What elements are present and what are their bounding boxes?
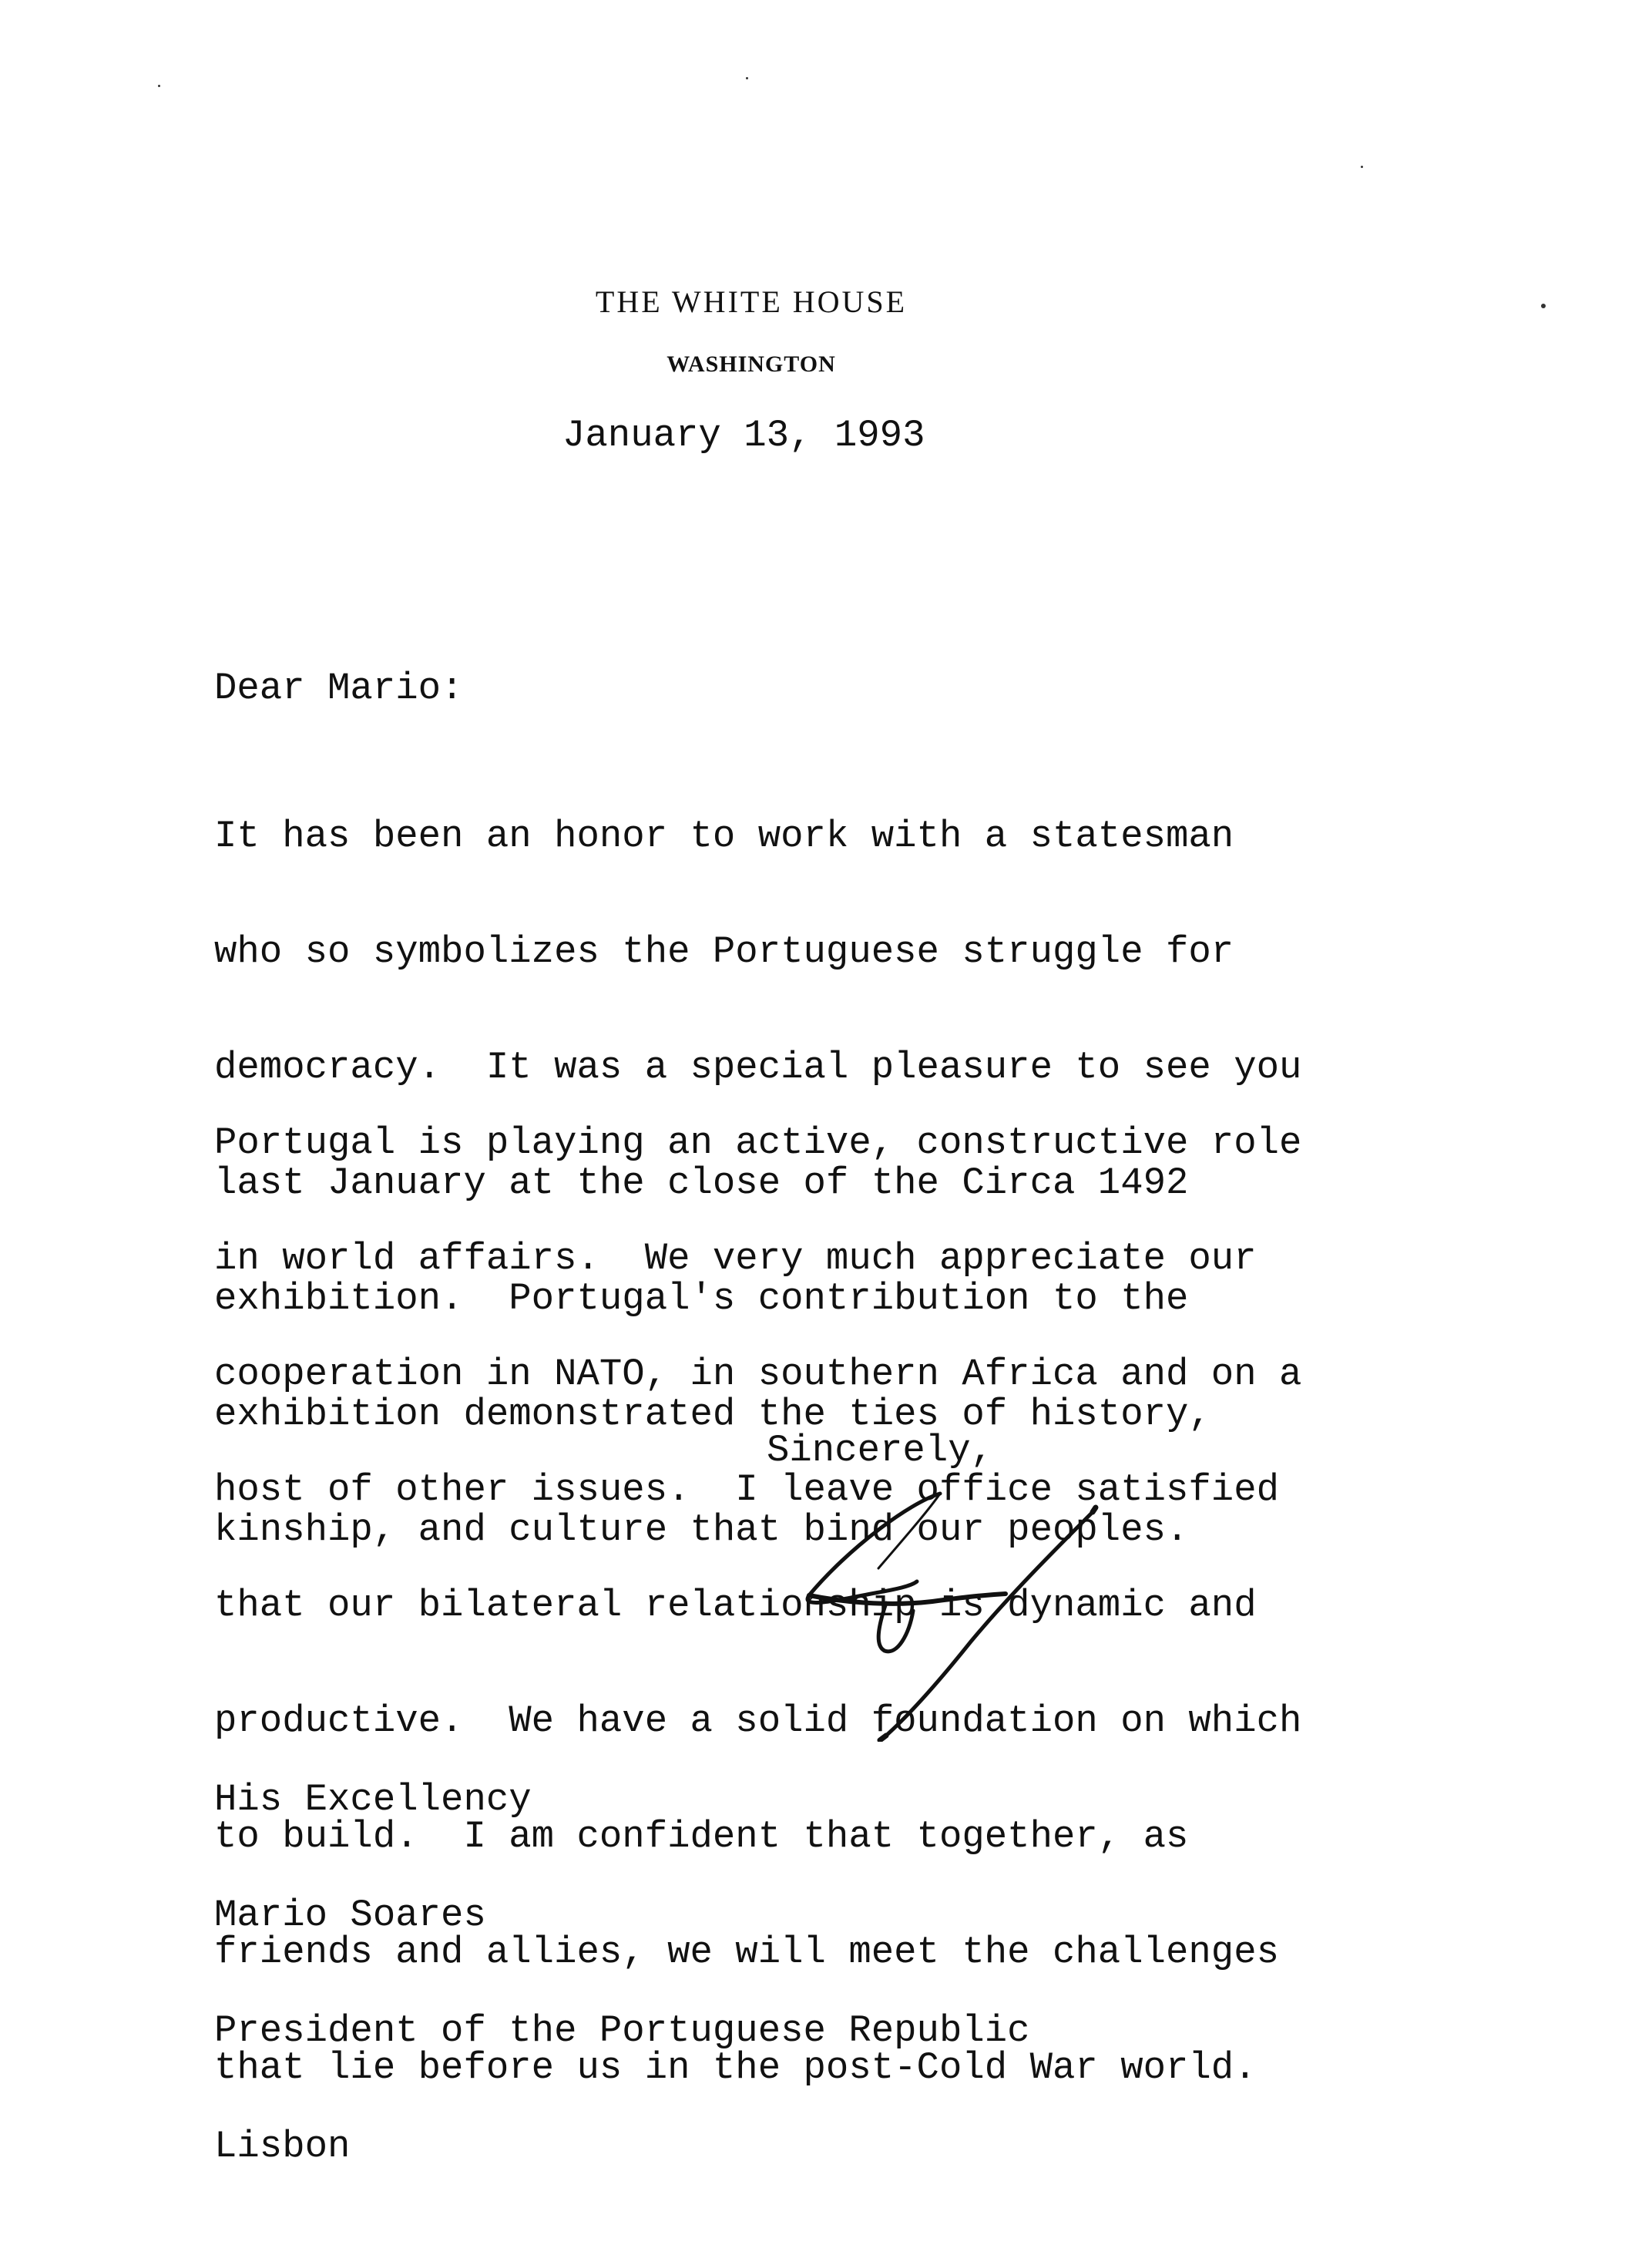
- recipient-name: Mario Soares: [214, 1894, 486, 1937]
- body-line: that our bilateral relationship is dynamic and: [214, 1584, 1257, 1627]
- body-line: to build. I am confident that together, as: [214, 1815, 1189, 1858]
- body-line: exhibition. Portugal's contribution to the: [214, 1277, 1189, 1320]
- body-line: in world affairs. We very much appreciate our: [214, 1237, 1257, 1280]
- scan-speck: [746, 77, 748, 79]
- body-line: exhibition demonstrated the ties of history,: [214, 1393, 1211, 1436]
- body-line: cooperation in NATO, in southern Africa and on a: [214, 1353, 1302, 1396]
- letterhead-location: WASHINGTON: [667, 351, 836, 377]
- body-line: Portugal is playing an active, constructive role: [214, 1121, 1302, 1165]
- scan-speck: [158, 85, 160, 87]
- letterhead-title: THE WHITE HOUSE: [595, 284, 908, 319]
- scan-speck: [1361, 166, 1363, 168]
- body-line: friends and allies, we will meet the challenges: [214, 1931, 1280, 1974]
- body-line: host of other issues. I leave office satisfied: [214, 1468, 1280, 1511]
- body-line: who so symbolizes the Portuguese struggle for: [214, 930, 1234, 973]
- recipient-title: His Excellency: [214, 1778, 532, 1821]
- body-line: last January at the close of the Circa 1492: [214, 1161, 1189, 1205]
- recipient-address: [214, 1703, 1030, 2243]
- handwritten-signature-icon: [794, 1480, 1117, 1742]
- scan-speck: [1541, 304, 1546, 308]
- body-line: productive. We have a solid foundation on which: [214, 1699, 1302, 1743]
- salutation: Dear Mario:: [214, 667, 464, 710]
- body-line: kinship, and culture that bind our peoples.: [214, 1508, 1189, 1551]
- body-line: It has been an honor to work with a statesman: [214, 815, 1234, 858]
- body-line: democracy. It was a special pleasure to see you: [214, 1046, 1302, 1089]
- letter-date: January 13, 1993: [562, 414, 925, 457]
- recipient-position: President of the Portuguese Republic: [214, 2009, 1030, 2052]
- body-line: that lie before us in the post-Cold War world.: [214, 2046, 1257, 2089]
- closing: Sincerely,: [767, 1429, 994, 1472]
- recipient-city: Lisbon: [214, 2125, 351, 2168]
